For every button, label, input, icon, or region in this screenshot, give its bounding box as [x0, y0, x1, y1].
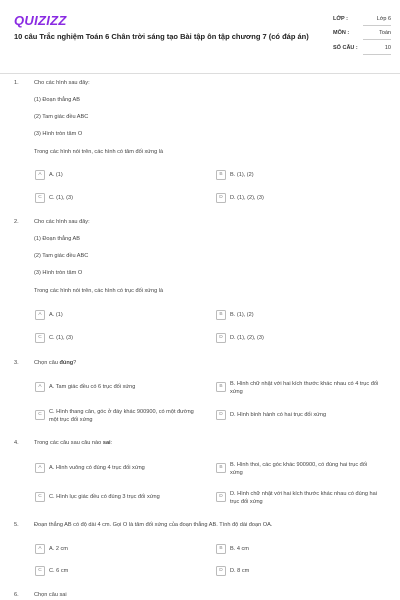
meta-underline — [363, 54, 391, 55]
option-text: C. Hình thang cân, góc ở đáy khác 900900, có một đường một trục đối xứng — [49, 409, 194, 423]
meta-subject — [333, 30, 391, 40]
option-letter-badge: C — [35, 410, 45, 420]
option-text: A. 2 cm — [49, 546, 68, 552]
option-text: D. 8 cm — [230, 568, 250, 574]
question-number: 4. — [14, 440, 19, 446]
option-letter-badge: B — [216, 170, 226, 180]
option-letter-badge: C — [35, 566, 45, 576]
option-letter-badge: C — [35, 333, 45, 343]
question-text: (1) Đoạn thẳng AB — [34, 236, 81, 242]
option-letter-badge: A — [35, 170, 45, 180]
option-text: C. (1), (3) — [49, 195, 73, 201]
option-letter-badge: A — [35, 382, 45, 392]
option-text: A. Hình vuông có đúng 4 trục đối xứng — [49, 465, 145, 471]
option-text: D. Hình bình hành có hai trục đối xứng — [230, 412, 327, 418]
question-text: (2) Tam giác đều ABC — [34, 114, 89, 120]
question-text: Cho các hình sau đây: — [34, 80, 90, 86]
question-text: (3) Hình tròn tâm O — [34, 270, 83, 276]
question-text: (1) Đoạn thẳng AB — [34, 97, 81, 103]
option-letter-badge: D — [216, 333, 226, 343]
option-text: D. (1), (2), (3) — [230, 195, 264, 201]
question-text: Trong các câu sau câu nào sai: — [34, 440, 113, 446]
option-text: B. 4 cm — [230, 546, 249, 552]
option-letter-badge: B — [216, 463, 226, 473]
option-text: A. Tam giác đều có 6 trục đối xứng — [49, 384, 136, 390]
option-text: D. (1), (2), (3) — [230, 335, 264, 341]
header-divider — [0, 73, 400, 74]
meta-value: Toán — [379, 30, 391, 36]
option-text: C. 6 cm — [49, 568, 69, 574]
option-text: D. Hình chữ nhật với hai kích thước khác nhau có đúng hai trục đối xứng — [230, 491, 377, 505]
meta-label: MÔN : — [333, 30, 350, 36]
meta-value: 10 — [384, 45, 391, 51]
option-text: C. (1), (3) — [49, 335, 73, 341]
option-letter-badge: A — [35, 544, 45, 554]
question-number: 6. — [14, 592, 19, 598]
option-letter-badge: B — [216, 310, 226, 320]
meta-underline — [363, 39, 391, 40]
option-letter-badge: C — [35, 492, 45, 502]
question-number: 3. — [14, 360, 19, 366]
question-text: Trong các hình nói trên, các hình có trục đối xứng là — [34, 288, 164, 294]
option-letter-badge: B — [216, 544, 226, 554]
question-number: 5. — [14, 522, 19, 528]
question-text: Chọn câu sai — [34, 592, 67, 598]
option-text: B. Hình thoi, các góc khác 900900, có đúng hai trục đối xứng — [230, 462, 368, 476]
question-text: Chọn câu đúng? — [34, 360, 77, 366]
worksheet-header — [0, 0, 400, 70]
question-text: Đoạn thẳng AB có độ dài 4 cm. Gọi O là tâm đối xứng của đoạn thẳng AB. Tính độ dài đoạn OA. — [34, 522, 273, 528]
quizizz-logo: QUIZIZZ — [14, 13, 67, 28]
question-text: Trong các hình nói trên, các hình có tâm đối xứng là — [34, 149, 164, 155]
option-letter-badge: C — [35, 193, 45, 203]
option-text: B. (1), (2) — [230, 172, 254, 178]
question-text: Cho các hình sau đây: — [34, 219, 90, 225]
option-text: B. (1), (2) — [230, 312, 254, 318]
meta-value: Lớp 6 — [376, 16, 391, 22]
meta-underline — [363, 25, 391, 26]
option-text: A. (1) — [49, 312, 63, 318]
question-text: (2) Tam giác đều ABC — [34, 253, 89, 259]
meta-question-count — [333, 45, 391, 55]
meta-label: SỐ CÂU : — [333, 45, 358, 51]
option-letter-badge: B — [216, 382, 226, 392]
option-letter-badge: D — [216, 193, 226, 203]
meta-grade — [333, 16, 391, 26]
option-text: C. Hình lục giác đều có đúng 3 trục đối xứng — [49, 494, 160, 500]
option-text: A. (1) — [49, 172, 63, 178]
option-letter-badge: D — [216, 492, 226, 502]
option-letter-badge: D — [216, 566, 226, 576]
worksheet-title: 10 câu Trắc nghiệm Toán 6 Chân trời sáng tạo Bài tập ôn tập chương 7 (có đáp án) — [14, 32, 309, 41]
meta-label: LỚP : — [333, 16, 348, 22]
question-text: (3) Hình tròn tâm O — [34, 131, 83, 137]
option-letter-badge: D — [216, 410, 226, 420]
question-number: 1. — [14, 80, 19, 86]
question-number: 2. — [14, 219, 19, 225]
option-letter-badge: A — [35, 310, 45, 320]
option-text: B. Hình chữ nhật với hai kích thước khác nhau có 4 trục đối xứng — [230, 381, 379, 395]
option-letter-badge: A — [35, 463, 45, 473]
